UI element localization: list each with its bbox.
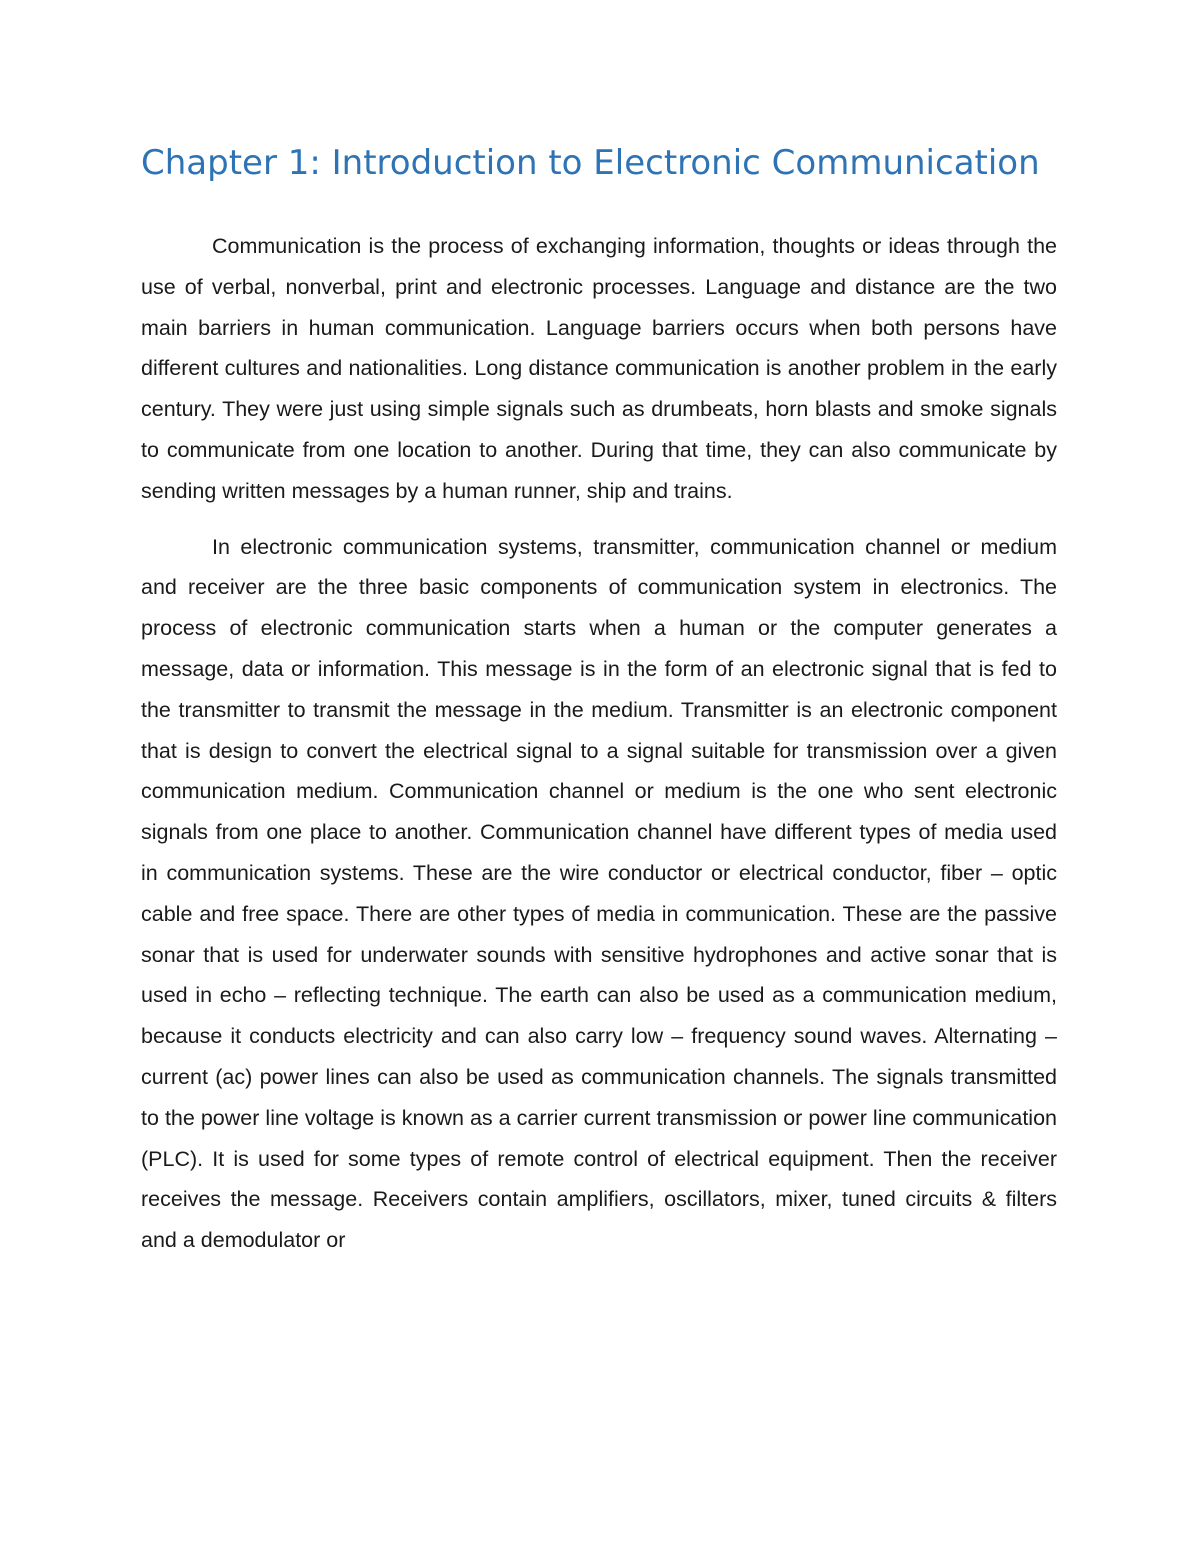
page-content — [141, 132, 1057, 1261]
body-paragraph-2: In electronic communication systems, transmitter, communication channel or medium and receiver are the three basic components of communication system in electronics. The process of electronic communication starts when a human or the computer generates a message, data or information. This message is in the form of an electronic signal that is fed to the transmitter to transmit the message in the medium. Transmitter is an electronic component that is design to convert the electrical signal to a signal suitable for transmission over a given communication medium. Communication channel or medium is the one who sent electronic signals from one place to another. Communication channel have different types of media used in communication systems. These are the wire conductor or electrical conductor, fiber – optic cable and free space. There are other types of media in communication. These are the passive sonar that is used for underwater sounds with sensitive hydrophones and active sonar that is used in echo – reflecting technique. The earth can also be used as a communication medium, because it conducts electricity and can also carry low – frequency sound waves. Alternating – current (ac) power lines can also be used as communication channels. The signals transmitted to the power line voltage is known as a carrier current transmission or power line communication (PLC). It is used for some types of remote control of electrical equipment. Then the receiver receives the message. Receivers contain amplifiers, oscillators, mixer, tuned circuits & filters and a demodulator or — [141, 534, 1057, 1253]
chapter-title: Chapter 1: Introduction to Electronic Communication — [141, 143, 1040, 183]
body-paragraph-1: Communication is the process of exchanging information, thoughts or ideas through the use of verbal, nonverbal, print and electronic processes. Language and distance are the two main barriers in human communication. Language barriers occurs when both persons have different cultures and nationalities. Long distance communication is another problem in the early century. They were just using simple signals such as drumbeats, horn blasts and smoke signals to communicate from one location to another. During that time, they can also communicate by sending written messages by a human runner, ship and trains. — [141, 234, 1057, 503]
